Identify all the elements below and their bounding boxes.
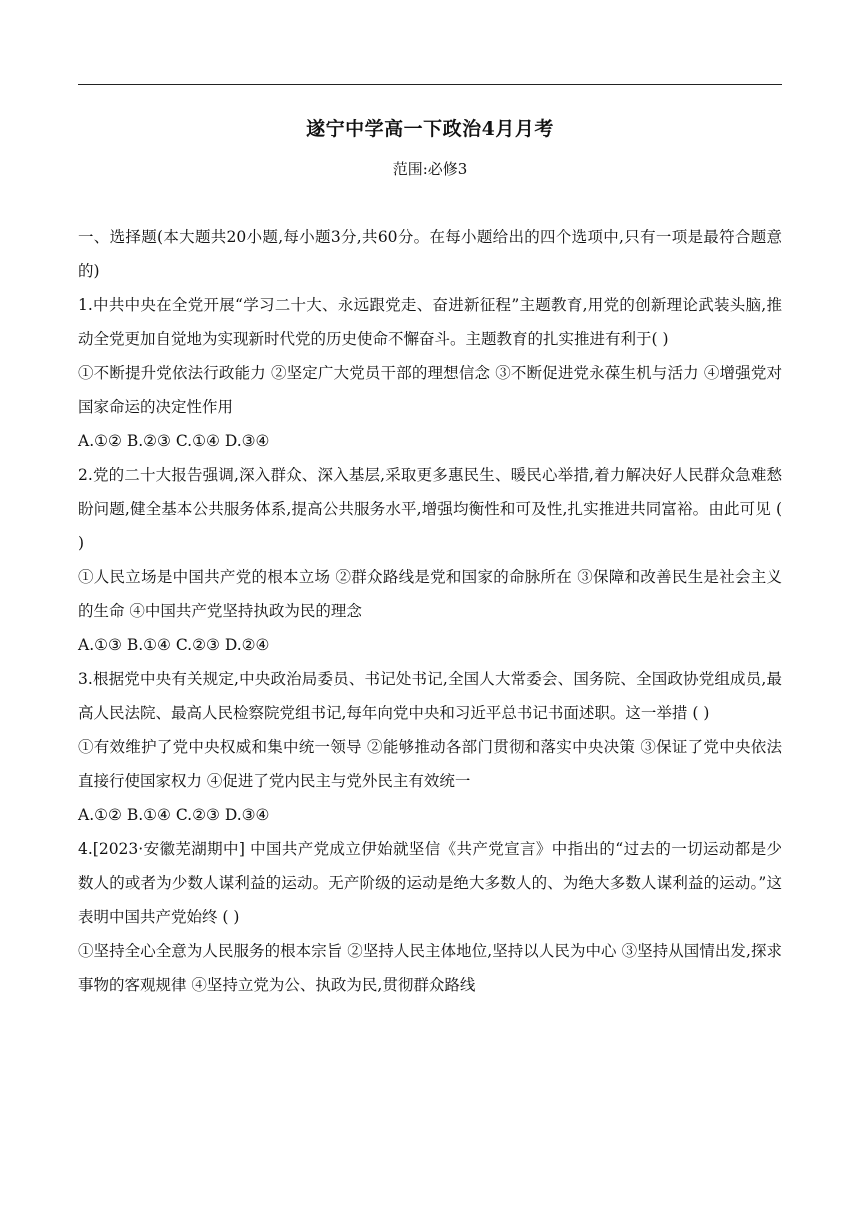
question-2-options: A.①③ B.①④ C.②③ D.②④ — [78, 636, 270, 654]
question-1-options: A.①② B.②③ C.①④ D.③④ — [78, 432, 270, 450]
section-heading: 一、选择题(本大题共20小题,每小题3分,共60分。在每小题给出的四个选项中,只有一项是最符合题意的) — [78, 228, 782, 280]
question-1-stem: 1.中共中央在全党开展“学习二十大、永远跟党走、奋进新征程”主题教育,用党的创新理论武装头脑,推动全党更加自觉地为实现新时代党的历史使命不懈奋斗。主题教育的扎实推进有利于( ) — [78, 296, 782, 348]
question-1-statements: ①不断提升党依法行政能力 ②坚定广大党员干部的理想信念 ③不断促进党永葆生机与活力 ④增强党对国家命运的决定性作用 — [78, 364, 782, 416]
page-subtitle: 范围:必修3 — [392, 160, 468, 178]
header-rule — [78, 84, 782, 85]
page-title: 遂宁中学高一下政治4月月考 — [306, 118, 554, 140]
question-4-stem: 4.[2023·安徽芜湖期中] 中国共产党成立伊始就坚信《共产党宣言》中指出的“过去的一切运动都是少数人的或者为少数人谋利益的运动。无产阶级的运动是绝大多数人的、为绝大多数人谋利益的运动。”这表明中国共产党始终 ( ) — [78, 840, 782, 926]
question-2-statements: ①人民立场是中国共产党的根本立场 ②群众路线是党和国家的命脉所在 ③保障和改善民生是社会主义的生命 ④中国共产党坚持执政为民的理念 — [78, 568, 782, 620]
question-3-stem: 3.根据党中央有关规定,中央政治局委员、书记处书记,全国人大常委会、国务院、全国政协党组成员,最高人民法院、最高人民检察院党组书记,每年向党中央和习近平总书记书面述职。这一举措 ( ) — [78, 670, 782, 722]
question-3-options: A.①② B.①④ C.②③ D.③④ — [78, 806, 270, 824]
question-2-stem: 2.党的二十大报告强调,深入群众、深入基层,采取更多惠民生、暖民心举措,着力解决好人民群众急难愁盼问题,健全基本公共服务体系,提高公共服务水平,增强均衡性和可及性,扎实推进共同富裕。由此可见 ( ) — [78, 466, 782, 552]
document-body — [78, 220, 782, 1002]
question-4-statements: ①坚持全心全意为人民服务的根本宗旨 ②坚持人民主体地位,坚持以人民为中心 ③坚持从国情出发,探求事物的客观规律 ④坚持立党为公、执政为民,贯彻群众路线 — [78, 942, 782, 994]
question-3-statements: ①有效维护了党中央权威和集中统一领导 ②能够推动各部门贯彻和落实中央决策 ③保证了党中央依法直接行使国家权力 ④促进了党内民主与党外民主有效统一 — [78, 738, 782, 790]
